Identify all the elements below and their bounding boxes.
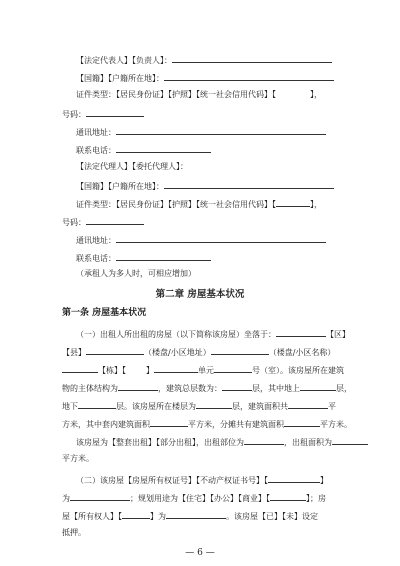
phone-blank (116, 143, 211, 153)
nation-blank (164, 71, 334, 81)
para1-line1: （一）出租人所出租的房屋（以下简称该房屋）坐落于： 【区】 (76, 327, 350, 340)
id-type-line: 证件类型：【居民身份证】【护照】【统一社会信用代码】【 】， (76, 90, 322, 99)
article-title: 第一条 房屋基本状况 (62, 308, 147, 318)
agent-id-no-line: 号码： (62, 215, 144, 228)
agent-nation-blank (164, 179, 334, 189)
para1-line2: 【县】 （楼盘/小区地址） （楼盘/小区名称） (62, 345, 335, 358)
agent-phone-line: 联系电话： (76, 251, 211, 264)
page-number: — 6 — (185, 548, 215, 558)
rep-line: 【法定代表人】【负责人】： (76, 53, 332, 66)
phone-line: 联系电话： (76, 143, 211, 156)
agent-address-line: 通讯地址： (76, 233, 326, 246)
agent-address-blank (116, 233, 326, 243)
para2-line2: 为 ；规划用途为【住宅】【办公】【商业】【 】；房 (62, 491, 326, 504)
agent-id-type-blank (276, 197, 310, 207)
para2-line1: （二）该房屋【房屋所有权证号】【不动产权证书号】【 】 (76, 473, 328, 486)
id-no-blank (86, 107, 144, 117)
para1-line3: 【栋】【 】 单元 号（室）。该房屋所在建筑 (62, 363, 344, 376)
agent-id-type-line: 证件类型：【居民身份证】【护照】【统一社会信用代码】【 】， (76, 197, 322, 210)
address-blank (116, 125, 326, 135)
para1-line5: 地下 层。该房屋所在楼层为 层，建筑面积共 平 (62, 399, 336, 412)
para2-line3: 屋【所有权人】【 】为 。该房屋【已】【未】设定 (62, 509, 318, 522)
para2-line4: 抵押。 (62, 528, 86, 537)
para1-line7: 该房屋为【整套出租】【部分出租】，出租部位为 ，出租面积为 (76, 435, 368, 448)
para1-line6: 方米，其中套内建筑面积 平方米，分摊共有建筑面积 平方米。 (62, 417, 352, 430)
agent-line: 【法定代理人】【委托代理人】： (76, 162, 188, 171)
nation-line: 【国籍】【户籍所在地】： (76, 71, 334, 84)
rep-blank (172, 53, 332, 63)
agent-nation-line: 【国籍】【户籍所在地】： (76, 179, 334, 192)
multi-tenant-note: （承租人为多人时，可相应增加） (76, 269, 196, 278)
para1-line4: 物的主体结构为 ，建筑总层数为： 层，其中地上 层， (62, 381, 352, 394)
address-line: 通讯地址： (76, 125, 326, 138)
agent-id-no-blank (86, 215, 144, 225)
id-no-line: 号码： (62, 107, 144, 120)
agent-phone-blank (116, 251, 211, 261)
para1-line8: 平方米。 (62, 454, 94, 463)
chapter-title: 第二章 房屋基本状况 (155, 289, 245, 300)
